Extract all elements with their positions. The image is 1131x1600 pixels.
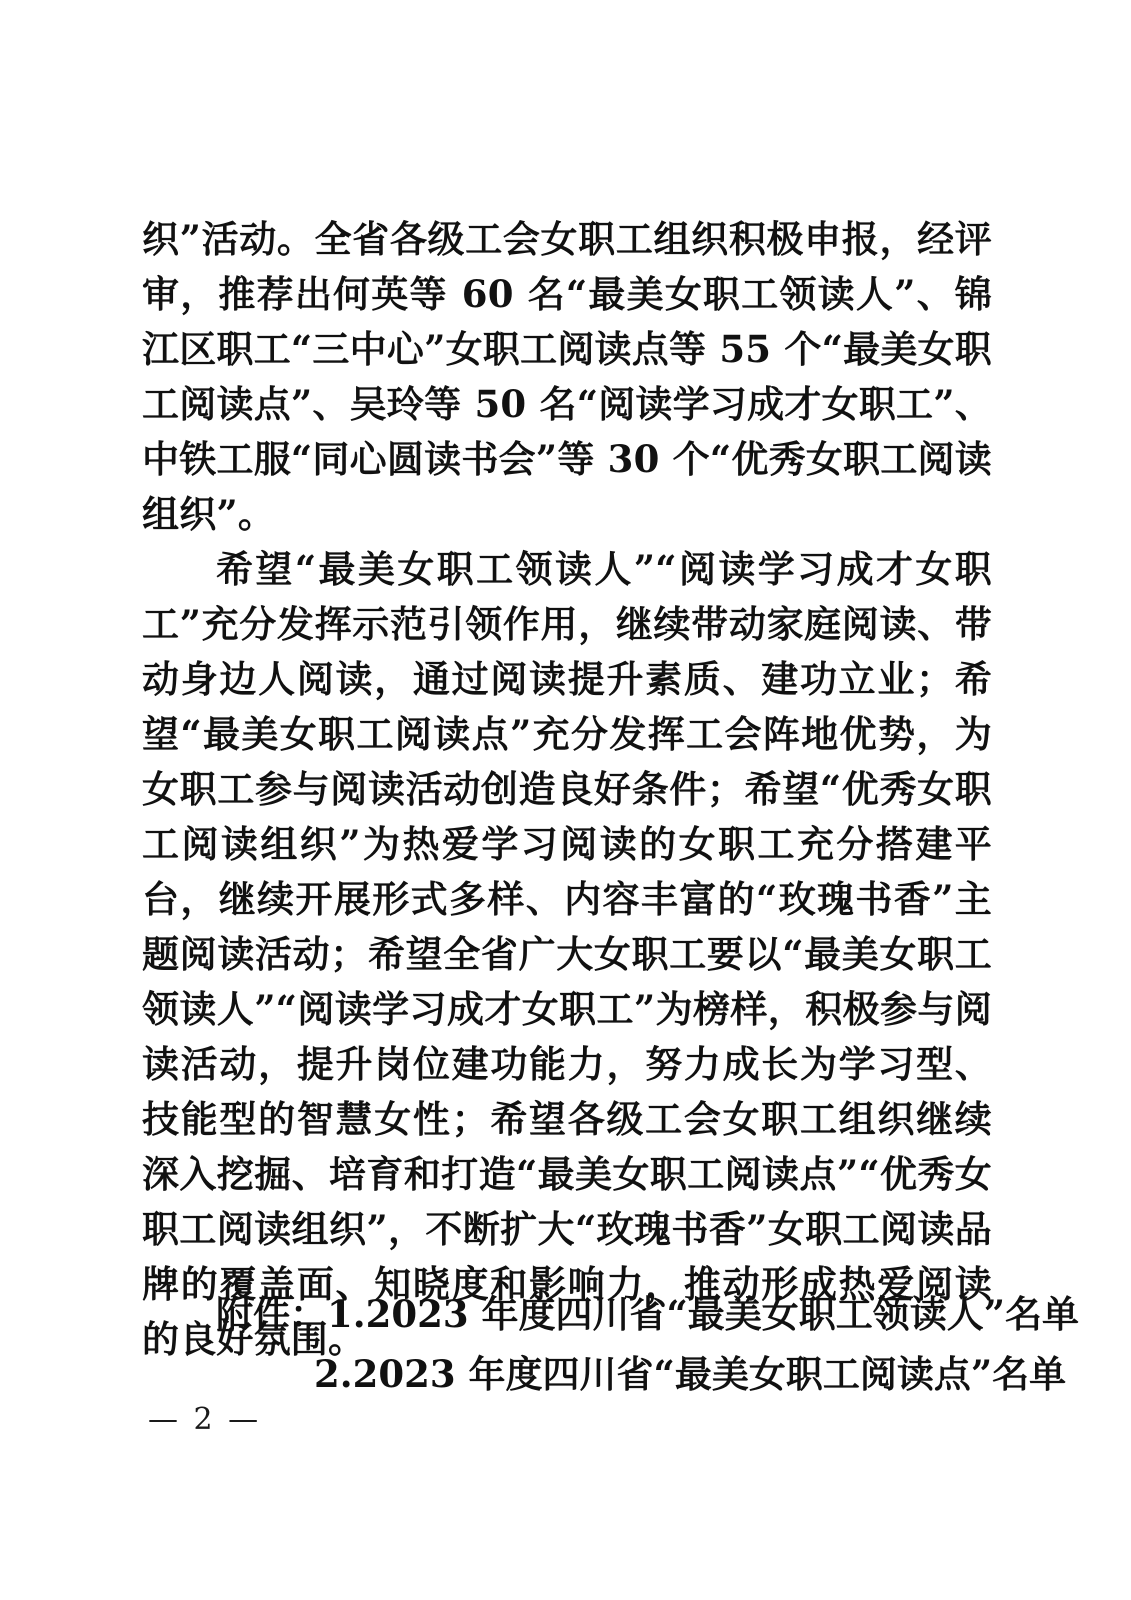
- body-paragraph-hope: 希望“最美女职工领读人”“阅读学习成才女职工”充分发挥示范引领作用，继续带动家庭阅读、带动身边人阅读，通过阅读提升素质、建功立业；希望“最美女职工阅读点”充分发挥工会阵地优势，为女职工参与阅读活动创造良好条件；希望“优秀女职工阅读组织”为热爱学习阅读的女职工充分搭建平台，继续开展形式多样、内容丰富的“玫瑰书香”主题阅读活动；希望全省广大女职工要以“最美女职工领读人”“阅读学习成才女职工”为榜样，积极参与阅读活动，提升岗位建功能力，努力成长为学习型、技能型的智慧女性；希望各级工会女职工组织继续深入挖掘、培育和打造“最美女职工阅读点”“优秀女职工阅读组织”，不断扩大“玫瑰书香”女职工阅读品牌的覆盖面、知晓度和影响力，推动形成热爱阅读的良好氛围。: [142, 547, 992, 1361]
- attachment-line-2: 2.2023 年度四川省“最美女职工阅读点”名单: [314, 1352, 1067, 1396]
- attachment-line-1: 附件：1.2023 年度四川省“最美女职工领读人”名单: [216, 1292, 1080, 1336]
- body-paragraph-continuation: 织”活动。全省各级工会女职工组织积极申报，经评审，推荐出何英等 60 名“最美女职工领读人”、锦江区职工“三中心”女职工阅读点等 55 个“最美女职工阅读点”、吴玲等 50 名“阅读学习成才女职工”、中铁工服“同心圆读书会”等 30 个“优秀女职工阅读组织”。: [142, 217, 992, 536]
- document-body: [142, 212, 1080, 1367]
- attachment-block: [142, 1284, 1080, 1404]
- page-number: — 2 —: [148, 1402, 262, 1437]
